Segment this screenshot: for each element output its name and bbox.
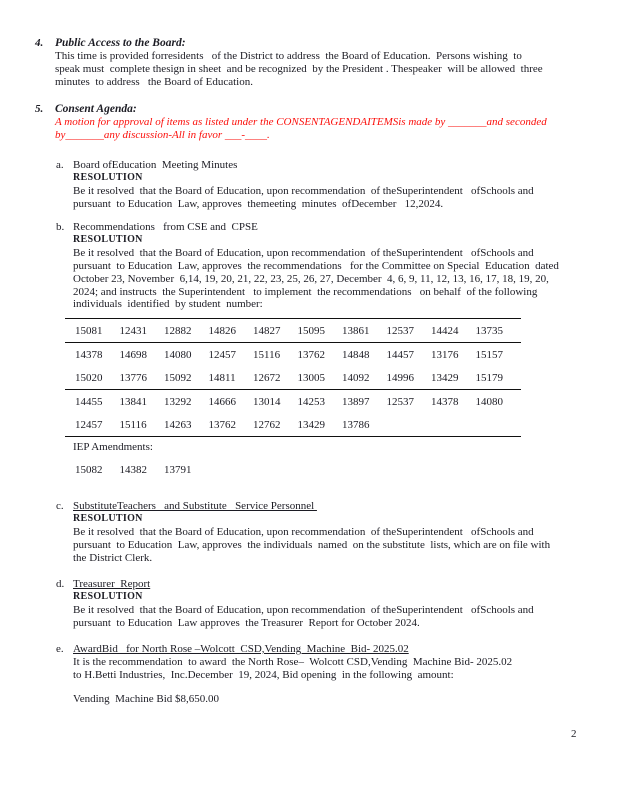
paragraph-line: pursuant to Education Law, approves themeeting minutes ofDecember 12,2024. bbox=[73, 197, 444, 210]
item-letter: b. bbox=[56, 221, 65, 233]
item-title: Treasurer Report bbox=[73, 578, 151, 590]
student-number: 14666 bbox=[208, 395, 236, 408]
paragraph-line: It is the recommendation to award the North Rose– Wolcott CSD,Vending Machine Bid- 2025.02 bbox=[73, 655, 513, 668]
student-number: 13791 bbox=[164, 463, 192, 476]
paragraph-line: Be it resolved that the Board of Education, upon recommendation of theSuperintendent ofSchools and bbox=[73, 525, 534, 538]
student-number: 13429 bbox=[297, 418, 325, 431]
student-number: 15095 bbox=[297, 324, 325, 337]
item-letter: c. bbox=[56, 500, 64, 512]
student-number: 15020 bbox=[75, 371, 103, 384]
consent-item-award-bid bbox=[0, 643, 618, 706]
consent-item-substitute-personnel bbox=[0, 500, 618, 565]
paragraph-line: 2024; and instructs the Superintendent to implement the recommendations on behalf of the following bbox=[73, 285, 538, 298]
consent-item-cse-cpse bbox=[0, 221, 618, 311]
section-number: 5. bbox=[35, 103, 44, 115]
student-number: 14455 bbox=[75, 395, 103, 408]
section-title: Public Access to the Board: bbox=[55, 37, 186, 49]
student-number: 15116 bbox=[119, 418, 147, 431]
item-letter: d. bbox=[56, 578, 65, 590]
student-number: 12672 bbox=[253, 371, 281, 384]
resolution-label: RESOLUTION bbox=[73, 171, 143, 183]
iep-amendments-label: IEP Amendments: bbox=[73, 441, 153, 453]
student-number: 14080 bbox=[164, 348, 192, 361]
item-title: AwardBid for North Rose –Wolcott CSD,Vending Machine Bid- 2025.02 bbox=[73, 643, 409, 655]
consent-item-treasurer-report bbox=[0, 578, 618, 630]
motion-text-line: A motion for approval of items as listed under the CONSENTAGENDAITEMSis made by _______and seconded bbox=[55, 116, 547, 128]
section-number: 4. bbox=[35, 37, 44, 49]
student-number: 13429 bbox=[431, 371, 459, 384]
student-number: 13762 bbox=[208, 418, 236, 431]
consent-item-meeting-minutes bbox=[0, 159, 618, 211]
resolution-label: RESOLUTION bbox=[73, 233, 143, 245]
student-number: 14827 bbox=[253, 324, 281, 337]
student-number: 13841 bbox=[119, 395, 147, 408]
student-number: 15179 bbox=[475, 371, 503, 384]
student-number: 13292 bbox=[164, 395, 192, 408]
item-title: Board ofEducation Meeting Minutes bbox=[73, 159, 238, 171]
student-number: 14253 bbox=[297, 395, 325, 408]
student-number: 14378 bbox=[431, 395, 459, 408]
paragraph-line: speak must complete thesign in sheet and be recognized by the President . Thespeaker will be allowed three bbox=[55, 63, 543, 75]
paragraph-line: October 23, November 6,14, 19, 20, 21, 22, 23, 25, 26, 27, December 4, 6, 9, 11, 12, 13, 16, 17, 18, 19, 20, bbox=[73, 272, 549, 285]
student-number: 12882 bbox=[164, 324, 192, 337]
student-number: 14382 bbox=[119, 463, 147, 476]
student-number: 15081 bbox=[75, 324, 103, 337]
paragraph-line: Be it resolved that the Board of Education, upon recommendation of theSuperintendent ofSchools and bbox=[73, 603, 534, 616]
student-number: 12457 bbox=[75, 418, 103, 431]
student-number-row bbox=[65, 366, 521, 389]
student-number: 13786 bbox=[342, 418, 370, 431]
paragraph-line: pursuant to Education Law, approves the recommendations for the Committee on Special Education dated bbox=[73, 259, 559, 272]
student-number: 13861 bbox=[342, 324, 370, 337]
paragraph-line: Be it resolved that the Board of Education, upon recommendation of theSuperintendent ofSchools and bbox=[73, 184, 534, 197]
student-number: 14457 bbox=[386, 348, 414, 361]
resolution-label: RESOLUTION bbox=[73, 590, 143, 602]
student-number: 12457 bbox=[208, 348, 236, 361]
student-number: 12762 bbox=[253, 418, 281, 431]
student-number-row bbox=[65, 319, 521, 342]
student-number-table bbox=[65, 318, 521, 481]
resolution-label: RESOLUTION bbox=[73, 512, 143, 524]
student-number: 14263 bbox=[164, 418, 192, 431]
student-number: 14848 bbox=[342, 348, 370, 361]
student-number: 13776 bbox=[119, 371, 147, 384]
student-number: 14698 bbox=[119, 348, 147, 361]
motion-text-line: by_______any discussion-All in favor ___-____. bbox=[55, 129, 270, 141]
student-number: 13176 bbox=[431, 348, 459, 361]
student-number: 14811 bbox=[208, 371, 236, 384]
paragraph-line: pursuant to Education Law approves the Treasurer Report for October 2024. bbox=[73, 616, 420, 629]
paragraph-line: individuals identified by student number: bbox=[73, 298, 263, 311]
student-number: 15157 bbox=[475, 348, 503, 361]
paragraph-line: to H.Betti Industries, Inc.December 19, 2024, Bid opening in the following amount: bbox=[73, 668, 454, 681]
page-number: 2 bbox=[571, 728, 577, 740]
item-letter: e. bbox=[56, 643, 64, 655]
student-number-row bbox=[65, 413, 521, 436]
student-number: 12537 bbox=[386, 324, 414, 337]
section-consent-agenda bbox=[0, 103, 618, 142]
student-number: 14080 bbox=[475, 395, 503, 408]
student-number: 14092 bbox=[342, 371, 370, 384]
item-title: Recommendations from CSE and CPSE bbox=[73, 221, 258, 233]
student-number: 12431 bbox=[119, 324, 147, 337]
paragraph-line: the District Clerk. bbox=[73, 551, 153, 564]
student-number: 15082 bbox=[75, 463, 103, 476]
paragraph-line: minutes to address the Board of Education. bbox=[55, 76, 253, 88]
student-number: 15092 bbox=[164, 371, 192, 384]
paragraph-line: Be it resolved that the Board of Education, upon recommendation of theSuperintendent ofSchools and bbox=[73, 246, 534, 259]
section-title: Consent Agenda: bbox=[55, 103, 137, 115]
student-number-row bbox=[65, 343, 521, 366]
student-number: 13762 bbox=[297, 348, 325, 361]
iep-amendments-row bbox=[65, 458, 521, 481]
paragraph-line: pursuant to Education Law, approves the individuals named on the substitute lists, which are on file with bbox=[73, 538, 551, 551]
student-number: 13735 bbox=[475, 324, 503, 337]
student-number: 14826 bbox=[208, 324, 236, 337]
paragraph-line: This time is provided forresidents of the District to address the Board of Education. Persons wishing to bbox=[55, 50, 522, 62]
student-number: 13897 bbox=[342, 395, 370, 408]
student-number: 12537 bbox=[386, 395, 414, 408]
item-title: SubstituteTeachers and Substitute Service Personnel bbox=[73, 500, 317, 512]
item-letter: a. bbox=[56, 159, 64, 171]
section-public-access bbox=[0, 37, 618, 89]
student-number: 14424 bbox=[431, 324, 459, 337]
student-number: 14996 bbox=[386, 371, 414, 384]
student-number: 15116 bbox=[253, 348, 281, 361]
bid-amount-line: Vending Machine Bid $8,650.00 bbox=[73, 692, 220, 705]
student-number: 13005 bbox=[297, 371, 325, 384]
student-number: 13014 bbox=[253, 395, 281, 408]
student-number: 14378 bbox=[75, 348, 103, 361]
student-number-row bbox=[65, 390, 521, 413]
